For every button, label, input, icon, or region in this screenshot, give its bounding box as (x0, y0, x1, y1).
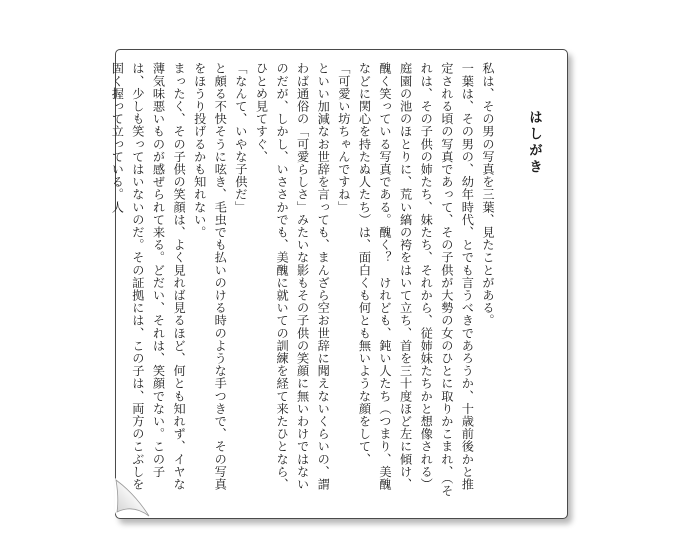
paragraph: 一葉は、その男の、幼年時代、とでも言うべきであろうか、十歳前後かと推定される頃の写真であって、その子供が大勢の女のひとに取りかこまれ、（それは、その子供の姉たち、妹たち、それから、従姉妹たちかと想像される）庭園の池のほとりに、荒い縞の袴をはいて立ち、首を三十度ほど左に傾け、醜く笑っている写真である。醜く？ けれども、鈍い人たち（つまり、美醜などに関心を持たぬ人たち）は、面白くも何とも無いような顔をして、 (357, 62, 475, 497)
paragraph: 私は、その男の写真を三葉、見たことがある。 (481, 62, 495, 327)
paragraph: といい加減なお世辞を言っても、まんざら空お世辞に聞えないくらいの、謂わば通俗の「可愛らしさ」みたいな影もその子供の笑顔に無いわけではないのだが、しかし、いささかでも、美醜に就いての訓練を経て来たひとなら、ひとめ見てすぐ、 (254, 62, 331, 491)
paragraph: と頗る不快そうに呟き、毛虫でも払いのける時のような手つきで、その写真をほうり投げるかも知れない。 (192, 62, 228, 491)
paragraph: 「なんて、いやな子供だ」 (233, 62, 248, 214)
document-body (110, 62, 544, 502)
paragraph: まったく、その子供の笑顔は、よく見れば見るほど、何とも知れず、イヤな薄気味悪いものが感ぜられて来る。どだい、それは、笑顔でない。この子は、少しも笑ってはいないのだ。その証拠には、この子は、両方のこぶしを固く握って立っている。人 (110, 62, 187, 491)
page-title: はしがき (526, 110, 542, 176)
page-curl-icon[interactable] (115, 478, 155, 518)
paragraph: 「可愛い坊ちゃんですね」 (336, 62, 351, 214)
